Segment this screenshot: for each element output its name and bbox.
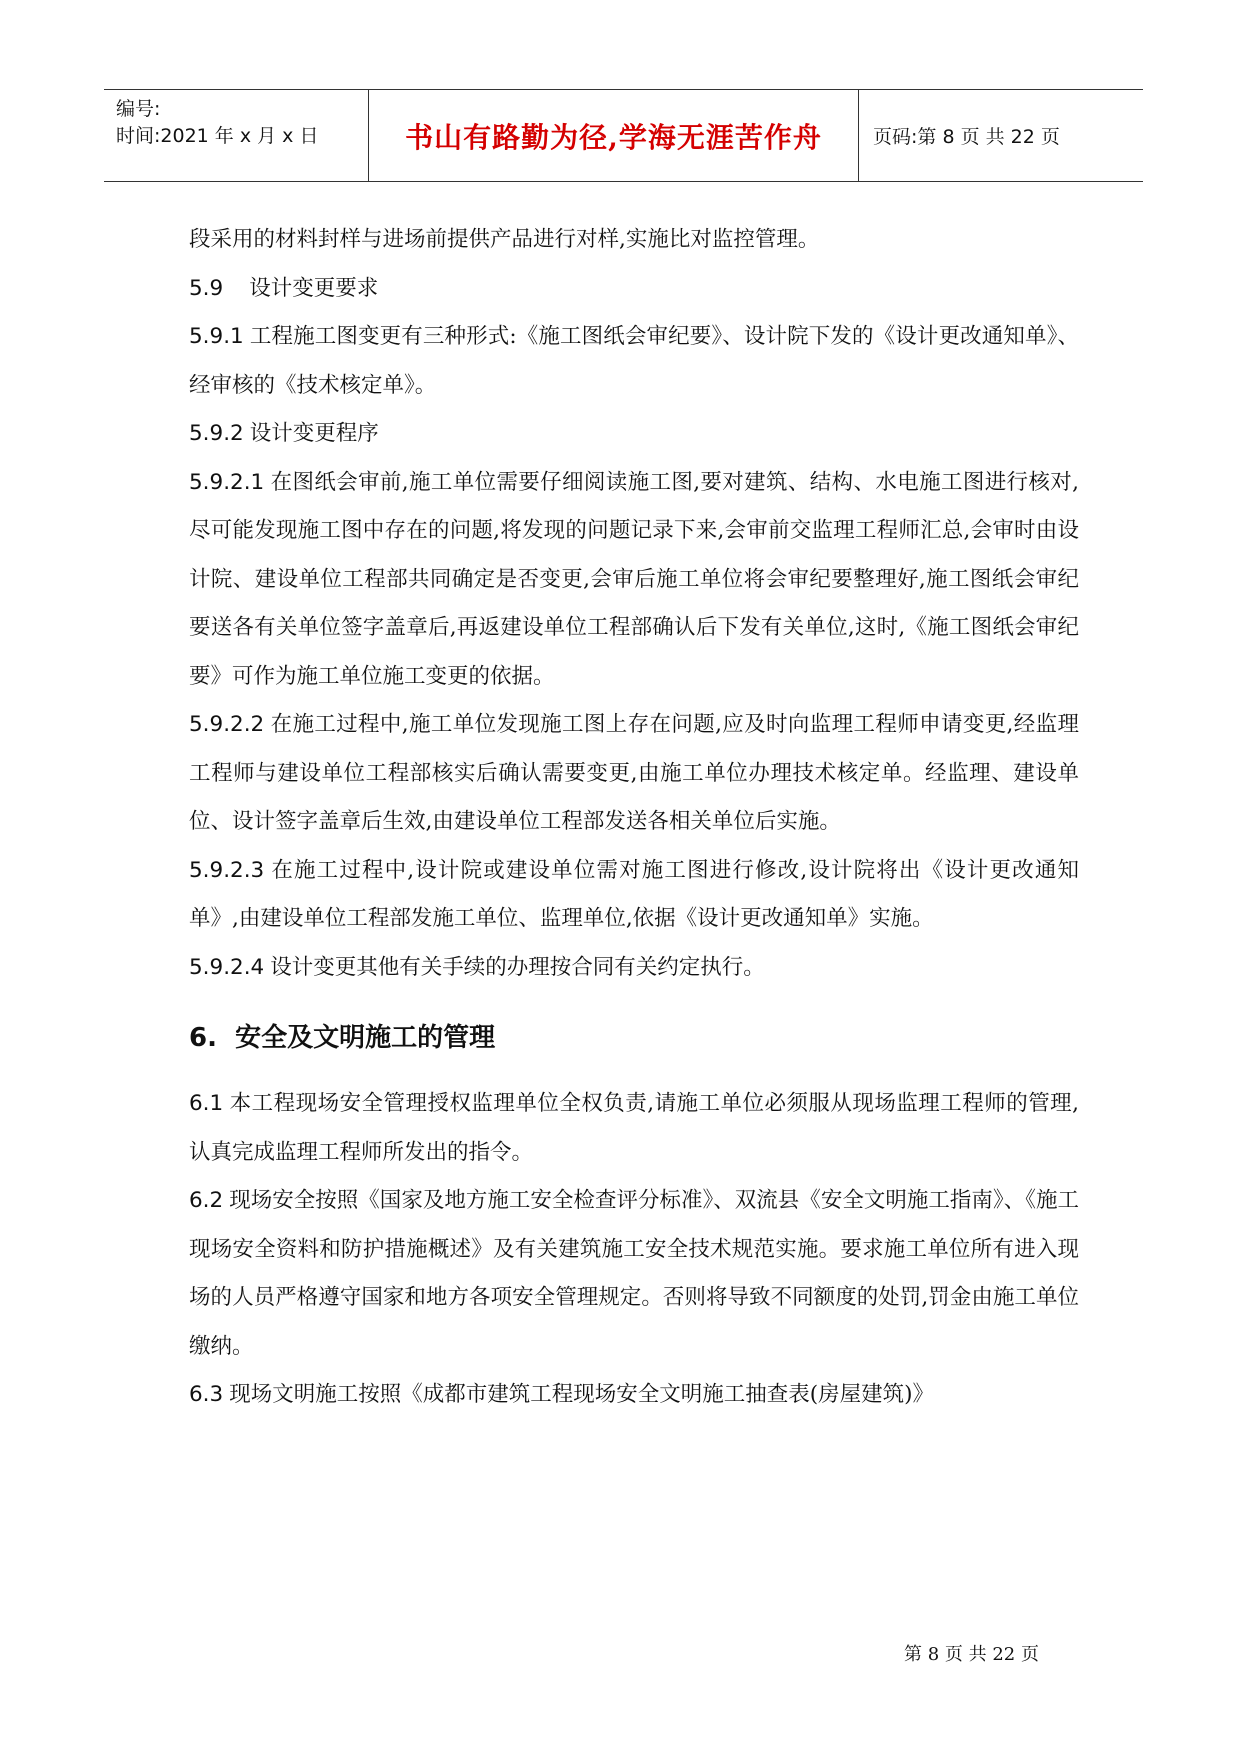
clause-number: 5.9.2.4: [189, 954, 265, 980]
header-page-code-cell: [859, 90, 1143, 181]
clause-number: 6.2: [189, 1188, 224, 1213]
heading-5-9: 5.9 设计变更要求: [189, 275, 379, 301]
clause-number: 5.9.2: [189, 421, 244, 446]
serial-number-label: 编号:: [116, 98, 161, 120]
clause-6-2: 6.2 现场安全按照《国家及地方施工安全检查评分标准》、双流县《安全文明施工指南》、《施工现场安全资料和防护措施概述》及有关建筑施工安全技术规范实施。要求施工单位所有进入现场的人员严格遵守国家和地方各项安全管理规定。否则将导致不同额度的处罚,罚金由施工单位缴纳。: [189, 1188, 1079, 1359]
paragraph: 段采用的材料封样与进场前提供产品进行对样,实施比对监控管理。: [189, 227, 820, 252]
clause-5-9-1: 5.9.1 工程施工图变更有三种形式:《施工图纸会审纪要》、设计院下发的《设计更改通知单》、经审核的《技术核定单》。: [189, 324, 1079, 398]
clause-5-9-2-2: 5.9.2.2 在施工过程中,施工单位发现施工图上存在问题,应及时向监理工程师申请变更,经监理工程师与建设单位工程部核实后确认需要变更,由施工单位办理技术核定单。经监理、建设单位、设计签字盖章后生效,由建设单位工程部发送各相关单位后实施。: [189, 712, 1079, 834]
page-code-label: 页码:第 8 页 共 22 页: [873, 126, 1060, 148]
date-label: 时间:2021 年 x 月 x 日: [116, 125, 319, 147]
motto-text: 书山有路勤为径,学海无涯苦作舟: [405, 120, 822, 154]
clause-6-3: 6.3 现场文明施工按照《成都市建筑工程现场安全文明施工抽查表(房屋建筑)》: [189, 1382, 934, 1407]
clause-number: 6.1: [189, 1091, 224, 1116]
page-footer: 第 8 页 共 22 页: [904, 1644, 1039, 1665]
clause-number: 6.3: [189, 1382, 224, 1407]
clause-number: 5.9.2.2: [189, 712, 265, 737]
clause-5-9-2-4: 5.9.2.4 设计变更其他有关手续的办理按合同有关约定执行。: [189, 954, 765, 980]
clause-number: 5.9.1: [189, 324, 244, 349]
clause-5-9-2: 5.9.2 设计变更程序: [189, 421, 379, 446]
clause-6-1: 6.1 本工程现场安全管理授权监理单位全权负责,请施工单位必须服从现场监理工程师的管理,认真完成监理工程师所发出的指令。: [189, 1091, 1079, 1165]
clause-number: 5.9.2.3: [189, 857, 265, 883]
document-body: [189, 216, 1079, 1420]
section-heading-6: 6. 安全及文明施工的管理: [189, 1023, 496, 1053]
header-left-cell: [104, 90, 369, 181]
header-motto-cell: [369, 90, 859, 181]
clause-5-9-2-3: 5.9.2.3 在施工过程中,设计院或建设单位需对施工图进行修改,设计院将出《设计更改通知单》,由建设单位工程部发施工单位、监理单位,依据《设计更改通知单》实施。: [189, 857, 1079, 931]
clause-number: 5.9.2.1: [189, 469, 265, 495]
clause-5-9-2-1: 5.9.2.1 在图纸会审前,施工单位需要仔细阅读施工图,要对建筑、结构、水电施工图进行核对,尽可能发现施工图中存在的问题,将发现的问题记录下来,会审前交监理工程师汇总,会审时由设计院、建设单位工程部共同确定是否变更,会审后施工单位将会审纪要整理好,施工图纸会审纪要送各有关单位签字盖章后,再返建设单位工程部确认后下发有关单位,这时,《施工图纸会审纪要》可作为施工单位施工变更的依据。: [189, 469, 1079, 689]
page-header: [104, 89, 1143, 182]
clause-number: 5.9: [189, 275, 224, 301]
